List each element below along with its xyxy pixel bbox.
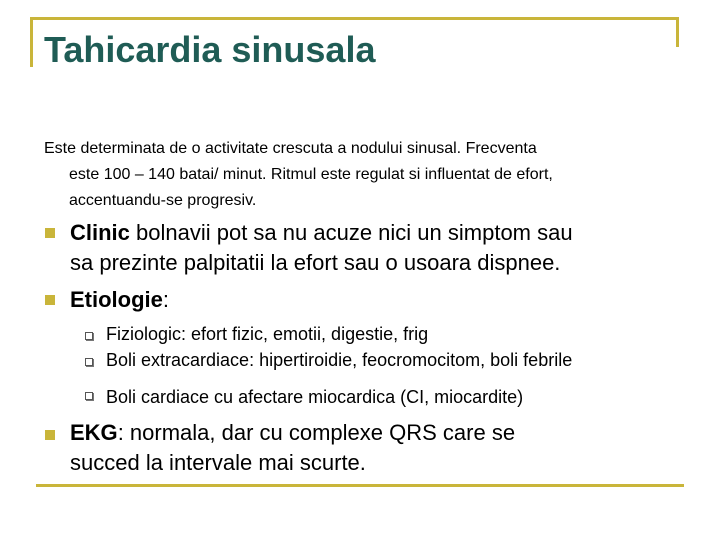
bullet-etiologie-colon: :	[162, 287, 170, 312]
bottom-rule-line	[36, 484, 684, 487]
intro-paragraph	[44, 136, 684, 214]
bullet-ekg-text-2: succed la intervale mai scurte.	[70, 450, 366, 475]
square-bullet-icon	[45, 430, 55, 440]
square-bullet-icon	[45, 228, 55, 238]
frame-left-line	[30, 17, 33, 67]
bullet-ekg	[70, 418, 515, 478]
frame-top-line	[30, 17, 679, 20]
frame-right-line	[676, 17, 679, 47]
hollow-square-bullet-icon	[85, 392, 93, 400]
bullet-clinic-text-2: sa prezinte palpitatii la efort sau o usoara dispnee.	[70, 250, 561, 275]
bullet-etiologie	[70, 285, 169, 315]
bullet-ekg-term: EKG	[70, 420, 118, 445]
sub-bullet-extracardiace: Boli extracardiace: hipertiroidie, feocromocitom, boli febrile	[106, 350, 573, 370]
bullet-etiologie-term: Etiologie	[70, 287, 163, 312]
intro-line-3: accentuandu-se progresiv.	[69, 192, 257, 209]
bullet-clinic-text-1: bolnavii pot sa nu acuze nici un simptom sau	[129, 220, 573, 245]
slide-title: Tahicardia sinusala	[44, 29, 376, 70]
bullet-etiologie-line	[70, 285, 169, 315]
sub-bullet-cardiace: Boli cardiace cu afectare miocardica (CI, miocardite)	[106, 387, 524, 407]
bullet-clinic-line-1	[70, 218, 573, 248]
hollow-square-bullet-icon	[85, 332, 93, 340]
sub-bullet-fiziologic: Fiziologic: efort fizic, emotii, digestie, frig	[106, 324, 429, 344]
intro-line-2: este 100 – 140 batai/ minut. Ritmul este regulat si influentat de efort,	[69, 166, 553, 183]
intro-line-1: Este determinata de o activitate crescuta a nodului sinusal. Frecventa	[44, 140, 537, 157]
bullet-clinic	[70, 218, 573, 278]
bullet-ekg-text-1: : normala, dar cu complexe QRS care se	[117, 420, 516, 445]
bullet-ekg-line-1	[70, 418, 515, 448]
bullet-clinic-term: Clinic	[70, 220, 130, 245]
square-bullet-icon	[45, 295, 55, 305]
hollow-square-bullet-icon	[85, 358, 93, 366]
